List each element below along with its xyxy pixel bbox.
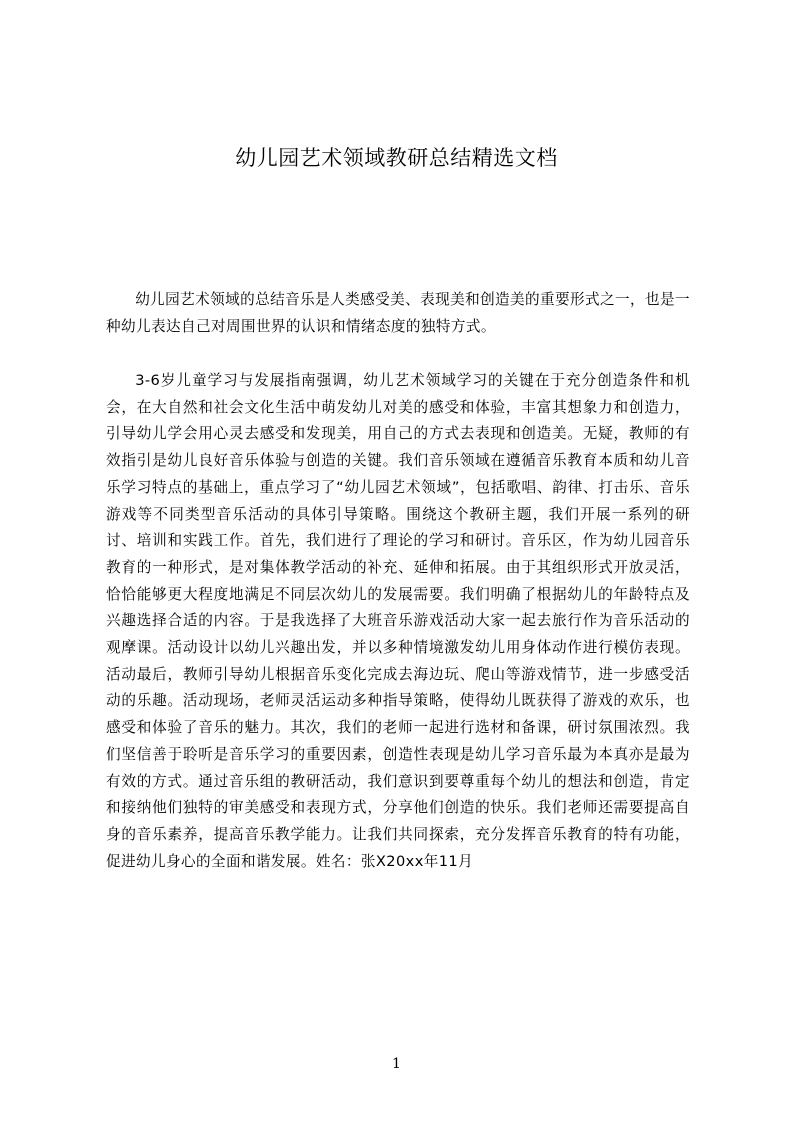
page-number: 1 [392, 1056, 401, 1072]
body-paragraph: 3-6岁儿童学习与发展指南强调，幼儿艺术领域学习的关键在于充分创造条件和机会，在大自然和社会文化生活中萌发幼儿对美的感受和体验，丰富其想象力和创造力，引导幼儿学会用心灵去感受和发现美，用自己的方式去表现和创造美。无疑，教师的有效指引是幼儿良好音乐体验与创造的关键。我们音乐领域在遵循音乐教育本质和幼儿音乐学习特点的基础上，重点学习了“幼儿园艺术领域”，包括歌唱、韵律、打击乐、音乐游戏等不同类型音乐活动的具体引导策略。围绕这个教研主题，我们开展一系列的研讨、培训和实践工作。首先，我们进行了理论的学习和研讨。音乐区，作为幼儿园音乐教育的一种形式，是对集体教学活动的补充、延伸和拓展。由于其组织形式开放灵活，恰恰能够更大程度地满足不同层次幼儿的发展需要。我们明确了根据幼儿的年龄特点及兴趣选择合适的内容。于是我选择了大班音乐游戏活动大家一起去旅行作为音乐活动的观摩课。活动设计以幼儿兴趣出发，并以多种情境激发幼儿用身体动作进行模仿表现。活动最后，教师引导幼儿根据音乐变化完成去海边玩、爬山等游戏情节，进一步感受活动的乐趣。活动现场，老师灵活运动多种指导策略，使得幼儿既获得了游戏的欢乐，也感受和体验了音乐的魅力。其次，我们的老师一起进行选材和备课，研讨氛围浓烈。我们坚信善于聆听是音乐学习的重要因素，创造性表现是幼儿学习音乐最为本真亦是最为有效的方式。通过音乐组的教研活动，我们意识到要尊重每个幼儿的想法和创造，肯定和接纳他们独特的审美感受和表现方式，分享他们创造的快乐。我们老师还需要提高自身的音乐素养，提高音乐教学能力。让我们共同探索，充分发挥音乐教育的特有功能，促进幼儿身心的全面和谐发展。姓名：张X20xx年11月 [106, 372, 690, 870]
intro-paragraph: 幼儿园艺术领域的总结音乐是人类感受美、表现美和创造美的重要形式之一，也是一种幼儿表达自己对周围世界的认识和情绪态度的独特方式。 [106, 291, 690, 335]
document-title: 幼儿园艺术领域教研总结精选文档 [235, 146, 558, 170]
